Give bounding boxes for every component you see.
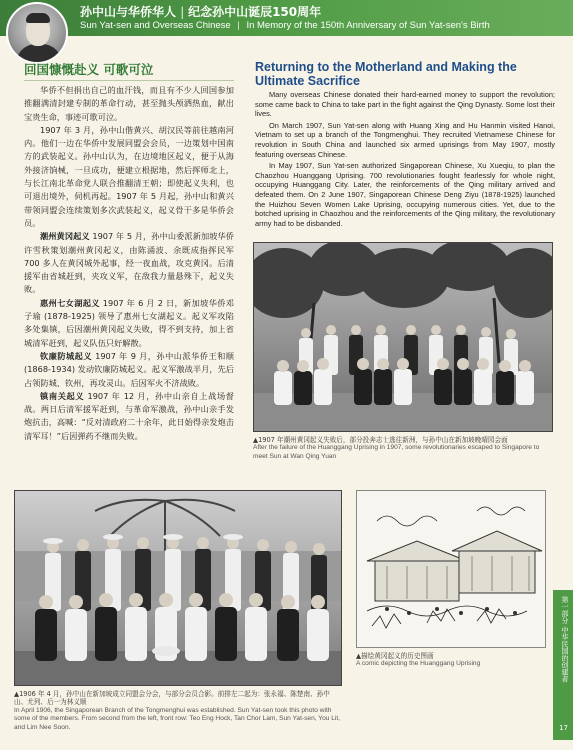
english-paragraph: In May 1907, Sun Yat-sen authorized Singaporean Chinese, Xu Xueqiu, to plan the Chaozhou Huanggang Uprising. 700 revolutionaries fought fearlessly for whole night, occupying Huanggang City. Later, the reinforcements of the Qing military arrived and defeated them. On 2 June 1907, Singaporean Chinese Deng Ziyu (1878-1925) launched the Huizhou Seven Women Lake Uprising, occupying numerous cities. Yet, due to the botched uprising in Chaozhou and the reinforcements of the Qing military, the revolutionary army had to be disbanded. [255, 161, 555, 228]
english-article [255, 60, 555, 228]
uprising-name: 惠州七女湖起义 [40, 297, 100, 308]
chinese-paragraph: 惠州七女湖起义 1907 年 6 月 2 日，新加坡华侨邓子瑜 (1878-1925) 领导了惠州七女湖起义。起义军攻陷多处集镇，后因潮州黄冈起义失败，得不到支持，加上省城清军赶到，起义队伍只好解散。 [24, 297, 234, 348]
caption-zh: ▲1907 年潮州黄冈起义失败后，部分投奔志士逃往新洲，与孙中山在新加坡晚晴园会面 [253, 436, 508, 444]
comic-huanggang-uprising [356, 490, 546, 648]
caption-en: In April 1906, the Singaporean Branch of the Tongmenghui was established. Sun Yat-sen took this photo with some of the members. From second from the left, front row: Teo Eng Hock, Tan Chor Lam, Sun Yat-sen, You Lit, and Lim Nee Soon. [14, 706, 341, 731]
portrait-medallion [6, 2, 68, 64]
chinese-paragraph: 华侨不但捐出自己的血汗钱，而且有不少人回国参加推翻满清封建专制的革命行动，甚至抛头颅洒热血，献出宝贵生命，事迹可歌可泣。 [24, 85, 234, 122]
chinese-paragraph: 镇南关起义 1907 年 12 月，孙中山亲自上战场督战。两日后清军援军赶到，与革命军激战，孙中山亲手发炮抗击，高喊：“反对清政府二十余年，此日始得亲发炮击清军耳！”后因弹药不继而失败。 [24, 390, 234, 441]
header-band [0, 0, 573, 36]
group-photo-tongmenghui [14, 490, 342, 686]
english-article-title: Returning to the Motherland and Making the Ultimate Sacrifice [255, 60, 517, 88]
english-paragraph: On March 1907, Sun Yat-sen along with Huang Xing and Hu Hanmin visited Hanoi, Vietnam to set up a branch of the Tongmenghui. They recruited Vietnamese Chinese for revolution in South China and launched six armed uprisings from May 1907, mostly featuring overseas Chinese. [255, 120, 555, 159]
photo-caption-wan-qing-yuan [253, 436, 553, 461]
chinese-article-title: 回国慷慨赴义 可歌可泣 [24, 60, 234, 81]
uprising-name: 镇南关起义 [40, 390, 85, 401]
chinese-paragraph: 1907 年 3 月，孙中山偕黄兴、胡汉民等前往越南河内。他们一边在华侨中发展同盟会会员，一边策划中国南方的武装起义。孙中山认为，在边境地区起义，便于从海外接济饷械，一旦成功，便建立根据地，然后挥师北上，与长江南北革命党人联合推翻清王朝；即使起义失利，也可退出境外，伺机再起。1907 年 5 月起，孙中山和黄兴带领同盟会连续策划多次武装起义，起义骨干多是华侨会员。 [24, 124, 234, 228]
header-en-separator: | [237, 20, 240, 31]
group-photo-wan-qing-yuan [253, 242, 553, 432]
chinese-article [24, 60, 234, 443]
chinese-paragraph: 潮州黄冈起义 1907 年 5 月，孙中山委派新加坡华侨许雪秋策划潮州黄冈起义，由陈涌波、余既成指挥民军 700 多人在黄冈城外起事，经一夜血战，攻克黄冈。后清援军由省城赶到，夹攻义军，在敌我力量悬殊下，起义失败。 [24, 231, 234, 295]
header-english-row [80, 20, 567, 31]
group-photo-wan-qing-yuan-image [254, 243, 553, 432]
chinese-paragraph: 钦廉防城起义 1907 年 9 月，孙中山派华侨王和顺 (1868-1934) 发动钦廉防城起义。起义军激战半月，先后占领防城、钦州，再攻灵山。后因军火不济战败。 [24, 350, 234, 388]
caption-en: After the failure of the Huanggang Uprising in 1907, some revolutionaries escaped to Singapore to meet Sun at Wan Qing Yuan [253, 444, 540, 460]
header-en-title: Sun Yat-sen and Overseas Chinese [80, 20, 231, 31]
header-separator: | [180, 5, 189, 19]
comic-caption [356, 652, 546, 669]
uprising-name: 潮州黄冈起义 [40, 231, 90, 242]
photo-caption-tongmenghui [14, 690, 342, 732]
uprising-name: 钦廉防城起义 [40, 350, 93, 361]
header-zh-subtitle: 纪念孙中山诞辰150周年 [188, 5, 322, 19]
caption-en: A comic depicting the Huanggang Uprising [356, 660, 481, 668]
section-side-tab-label: 第一部分 中华民国的创建者 [561, 596, 569, 683]
caption-zh: ▲描绘黄冈起义的历史图画 [356, 652, 434, 660]
header-zh-title: 孙中山与华侨华人 [80, 5, 177, 19]
english-paragraph: Many overseas Chinese donated their hard-earned money to support the revolution; some came back to China to take part in the fight against the Qing Dynasty. Some lost their lives. [255, 90, 555, 119]
header-en-subtitle: In Memory of the 150th Anniversary of Sun Yat-sen's Birth [246, 20, 490, 31]
page-number: 17 [559, 724, 568, 732]
group-photo-tongmenghui-image [15, 491, 342, 686]
header-title-row [80, 3, 567, 20]
comic-huanggang-uprising-image [357, 491, 546, 648]
caption-zh: ▲1906 年 4 月，孙中山在新加坡成立同盟会分会，与部分会员合影。前排左二起为：张永福、陈楚南、孙中山、尤列、后一为林义顺 [14, 690, 330, 707]
